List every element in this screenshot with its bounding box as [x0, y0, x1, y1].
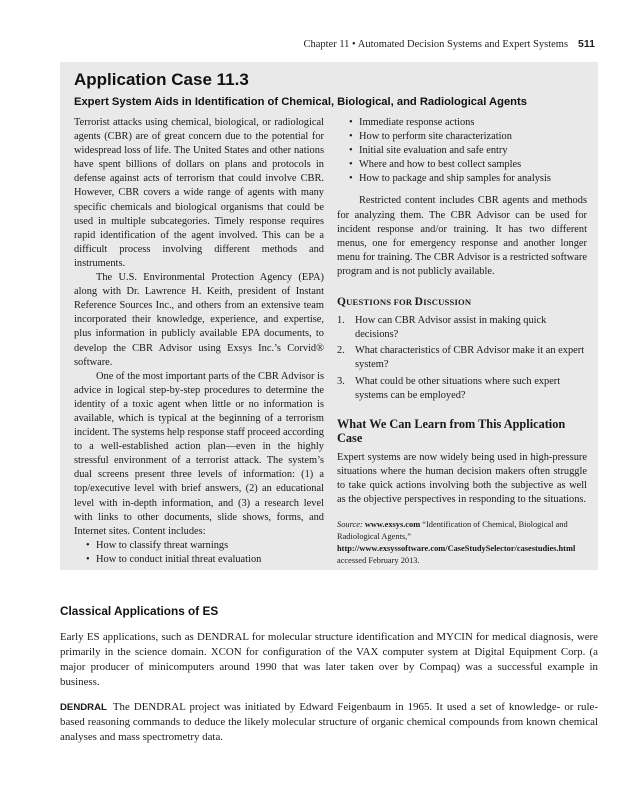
case-paragraph: One of the most important parts of the CBR Advisor is advice in logical step-by-step procedures to determine the identity of a toxic agent when little or no information is available, which is typical at the beginning of a terrorism incident. The systems help response staff proceed according to a well-established action plan—even in the highly stressful environment of a terrorist attack. The system’s dual screens present three levels of information: (1) a top/executive level with brief answers, (2) an educational level with in-depth information, and (3) a research level with links to other documents, slide shows, forms, and Internet sites. Content includes:	[74, 370, 324, 537]
bullet-item: • How to conduct initial threat evaluation	[84, 553, 324, 567]
running-header	[60, 38, 595, 50]
learn-paragraph: Expert systems are now widely being used in high-pressure situations where the human decision makers often struggle to take quick actions involving both the subjective as well as the objective perspectives in responding to the situations.	[337, 451, 587, 505]
body-paragraph: Early ES applications, such as DENDRAL for molecular structure identification and MYCIN for medical diagnosis, were primarily in the science domain. XCON for configuration of the VAX computer system at Digital Equipment Corp. (a major producer of minicomputers around 1990 that was later taken over by Compaq) was a successful example in business.	[60, 631, 598, 688]
questions-list	[337, 314, 587, 403]
question-item: 2. What characteristics of CBR Advisor make it an expert system?	[337, 345, 585, 371]
application-case-box	[60, 62, 598, 570]
source-citation: Source: www.exsys.com “Identification of Chemical, Biological and Radiological Agents,” http://www.exsyssoftware.com/CaseStudySelector/casestudies.html accessed February 2013.	[337, 520, 576, 566]
question-item: 1. How can CBR Advisor assist in making quick decisions?	[337, 315, 547, 341]
content-bullet-list	[337, 116, 587, 186]
bullet-item: • Where and how to best collect samples	[347, 158, 587, 172]
body-paragraph: DENDRAL The DENDRAL project was initiated by Edward Feigenbaum in 1965. It used a set of knowledge- or rule-based reasoning commands to deduce the likely molecular structure of organic chemical compounds from known chemical analyses and mass spectrometry data.	[60, 701, 598, 743]
questions-heading: QUESTIONS FOR DISCUSSION	[337, 296, 472, 309]
bullet-item: • Immediate response actions	[347, 116, 587, 130]
page-number: 511	[578, 38, 595, 50]
runin-heading: DENDRAL	[60, 702, 107, 713]
bullet-item: • How to classify threat warnings	[84, 539, 324, 553]
bullet-item: • Initial site evaluation and safe entry	[347, 144, 587, 158]
content-bullet-list	[74, 539, 324, 567]
case-paragraph: Terrorist attacks using chemical, biological, or radiological agents (CBR) are of great concern due to the potential for widespread loss of life. The United States and other nations have spent billions of dollars on plans and protocols in defense against acts of terrorism that could involve CBR. However, CBR covers a wide range of agents with many specific chemicals and biological organisms that could be used in multiple subcategories. Timely response requires rapid identification of the agent involved. This can be a difficult process involving different methods and instruments.	[74, 117, 324, 269]
source-link[interactable]: http://www.exsyssoftware.com/CaseStudySelector/casestudies.html	[337, 544, 576, 554]
bullet-item: • How to package and ship samples for analysis	[347, 172, 587, 186]
source-link[interactable]: www.exsys.com	[364, 520, 421, 530]
case-right-column	[337, 116, 587, 567]
case-paragraph: The U.S. Environmental Protection Agency (EPA) along with Dr. Lawrence H. Keith, president of Instant Reference Sources Inc., and others from an extensive team incorporated their knowledge, experience, and expertise, plus information in publicly available EPA documents, to develop the CBR Advisor using Exsys Inc.’s Corvid® software.	[74, 272, 324, 368]
learn-heading: What We Can Learn from This Application Case	[337, 416, 566, 445]
case-left-column	[74, 116, 324, 567]
chapter-title: Chapter 11 • Automated Decision Systems and Expert Systems	[303, 39, 569, 50]
bullet-item: • How to perform site characterization	[347, 130, 587, 144]
case-title: Application Case 11.3	[74, 70, 249, 89]
case-paragraph: Restricted content includes CBR agents and methods for analyzing them. The CBR Advisor can be used for incident response and/or training. It has two different menus, one for emergency response and another longer menu for training. The CBR Advisor is a restricted software program and is not publicly available.	[337, 195, 587, 277]
case-subtitle: Expert System Aids in Identification of Chemical, Biological, and Radiological Agents	[74, 96, 527, 108]
question-item: 3. What could be other situations where such expert systems can be employed?	[337, 375, 561, 401]
section-heading: Classical Applications of ES	[60, 604, 219, 618]
